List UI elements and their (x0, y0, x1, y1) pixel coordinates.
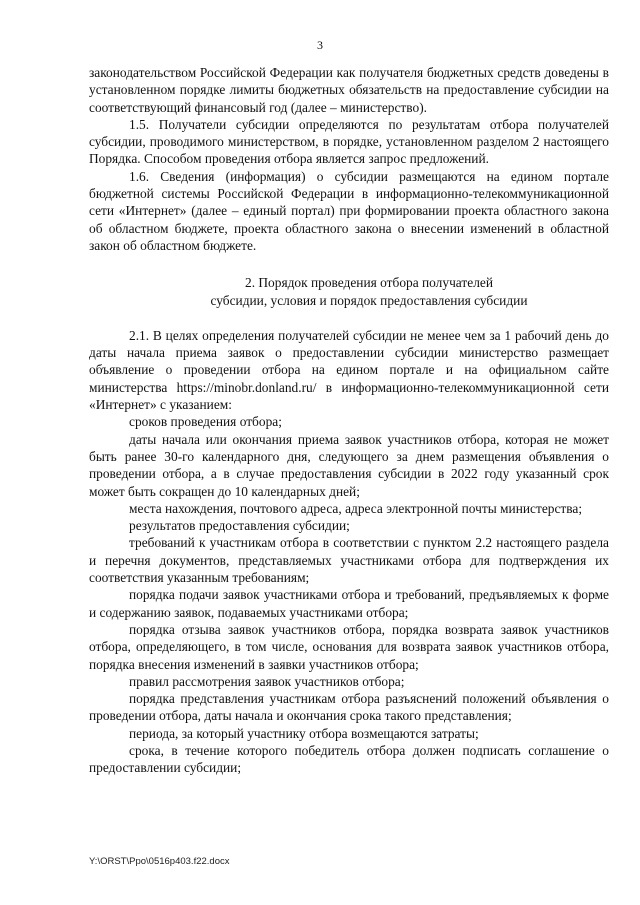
paragraph: 1.6. Сведения (информация) о субсидии размещаются на едином портале бюджетной системы Российской Федерации в информационно-телекоммуникационной сети «Интернет» (далее – единый портал) при формировании проекта областного закона об областном бюджете, проекта областного закона о внесении изменений в областной закон об областном бюджете. (89, 168, 609, 253)
paragraph: порядка отзыва заявок участников отбора, порядка возврата заявок участников отбора, определяющего, в том числе, основания для возврата заявок участников отбора, порядка внесения изменений в заявки участников отбора; (89, 621, 609, 672)
document-body (89, 64, 609, 777)
page-number: 3 (317, 38, 323, 52)
paragraph: правил рассмотрения заявок участников отбора; (129, 673, 405, 689)
paragraph: срока, в течение которого победитель отбора должен подписать соглашение о предоставлении субсидии; (89, 742, 609, 776)
paragraph: периода, за который участнику отбора возмещаются затраты; (129, 725, 479, 741)
paragraph: порядка представления участникам отбора разъяснений положений объявления о проведении отбора, даты начала и окончания срока такого представления; (89, 691, 609, 724)
paragraph: порядка подачи заявок участниками отбора и требований, предъявляемых к форме и содержанию заявок, подаваемых участниками отбора; (89, 587, 609, 620)
paragraph: сроков проведения отбора; (129, 414, 282, 430)
paragraph: 1.5. Получатели субсидии определяются по результатам отбора получателей субсидии, проводимого министерством, в порядке, установленном разделом 2 настоящего Порядка. Способом проведения отбора является запрос предложений. (89, 116, 609, 167)
spacer (89, 254, 609, 274)
paragraph: даты начала или окончания приема заявок участников отбора, которая не может быть ранее 30-го календарного дня, следующего за днем размещения объявления о проведении отбора, а в случае предоставления субсидии в 2022 году указанный срок может быть сокращен до 10 календарных дней; (89, 431, 609, 499)
spacer (89, 309, 609, 327)
section-heading-line-1: 2. Порядок проведения отбора получателей (245, 275, 493, 291)
paragraph: 2.1. В целях определения получателей субсидии не менее чем за 1 рабочий день до даты начала приема заявок о предоставлении субсидии министерство размещает объявление о проведении отбора на едином портале и на официальном сайте министерства https://minobr.donland.ru/ в информационно-телекоммуникационной сети «Интернет» с указанием: (89, 327, 609, 413)
paragraph: места нахождения, почтового адреса, адреса электронной почты министерства; (129, 500, 583, 516)
paragraph: законодательством Российской Федерации как получателя бюджетных средств доведены в установленном порядке лимиты бюджетных обязательств на предоставление субсидии на соответствующий финансовый год (далее – министерство). (89, 65, 609, 115)
paragraph: требований к участникам отбора в соответствии с пунктом 2.2 настоящего раздела и перечня документов, представляемых участниками отбора для подтверждения их соответствия указанным требованиям; (89, 535, 609, 586)
paragraph: результатов предоставления субсидии; (129, 518, 350, 534)
footer-file-path: Y:\ORST\Ppo\0516p403.f22.docx (89, 856, 230, 867)
section-heading-line-2: субсидии, условия и порядок предоставления субсидии (210, 292, 528, 308)
